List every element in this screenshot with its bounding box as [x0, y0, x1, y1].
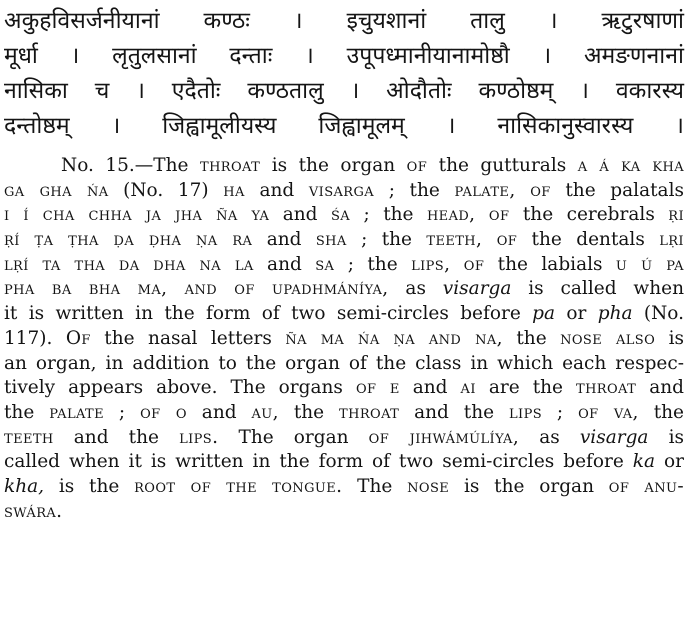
small-caps-term: lips,	[411, 253, 451, 275]
italic-term: ka	[632, 451, 656, 473]
small-caps-term: pha ba bha ma, and of upadhmáníya,	[4, 278, 389, 300]
text-run: is called when	[511, 278, 684, 300]
text-run: and	[186, 401, 252, 423]
small-caps-term: sha	[315, 229, 347, 251]
small-caps-term: root of the tongue.	[134, 475, 343, 497]
text-run: ;	[542, 401, 579, 423]
small-caps-term: of	[496, 229, 518, 251]
small-caps-term: of anu-	[608, 475, 684, 497]
small-caps-term: head,	[426, 204, 476, 226]
sanskrit-line: मूर्धा । लृतुलसानां दन्ताः । उपूपध्मानीयानामोष्ठौ । अमङणनानां	[4, 43, 684, 69]
text-run: the labials	[484, 253, 616, 275]
small-caps-term: swára.	[4, 500, 63, 522]
text-run: is the	[44, 475, 135, 497]
small-caps-term: visarga	[308, 179, 375, 201]
small-caps-term: nose	[407, 475, 450, 497]
text-run: as	[519, 426, 580, 448]
small-caps-term: of e	[355, 377, 400, 399]
text-run: and	[636, 377, 684, 399]
small-caps-term: ga gha ńa	[4, 179, 109, 201]
translation-line	[4, 228, 684, 253]
text-run: ; the	[374, 179, 455, 201]
text-run: an organ, in addition to the organ of the class in which each respec-	[4, 352, 684, 374]
small-caps-term: lṛi	[659, 229, 684, 251]
text-run: is the organ	[449, 475, 609, 497]
small-caps-term: palate	[49, 401, 105, 423]
sanskrit-line: अकुहविसर्जनीयानां कण्ठः । इचुयशानां तालु । ऋटुरषाणां	[4, 8, 684, 34]
small-caps-term: au,	[251, 401, 279, 423]
text-run: and the	[53, 426, 180, 448]
text-run: and	[253, 253, 316, 275]
text-run: it is written in the form of two semi-circles before	[4, 303, 533, 325]
text-run: ; the	[350, 204, 427, 226]
text-run: and	[244, 179, 309, 201]
small-caps-term: teeth	[4, 426, 54, 448]
small-caps-term: a á ka kha	[577, 155, 684, 176]
text-run: or	[655, 451, 684, 473]
sanskrit-line: नासिका च । एदैतोः कण्ठतालु । ओदौतोः कण्ठोष्ठम् । वकारस्य	[4, 78, 684, 104]
translation-line	[4, 500, 684, 525]
text-run	[450, 254, 463, 275]
text-run	[482, 229, 496, 250]
text-run	[516, 180, 531, 201]
text-run: the gutturals	[427, 155, 578, 176]
sanskrit-sutra-block	[4, 4, 684, 144]
text-run: as	[388, 278, 443, 300]
small-caps-term: nose also	[560, 327, 656, 349]
italic-term: kha,	[4, 475, 45, 497]
italic-term: pha	[597, 303, 633, 325]
small-caps-term: of jihwámúlíya,	[368, 426, 520, 448]
small-caps-term: of	[530, 179, 551, 201]
translation-line	[4, 277, 684, 302]
text-run: ;	[104, 401, 141, 423]
small-caps-term: throat	[576, 377, 637, 399]
text-run: or	[555, 303, 598, 325]
text-run: the	[4, 401, 50, 423]
small-caps-term: ai	[460, 377, 476, 399]
small-caps-term: throat	[339, 401, 400, 423]
small-caps-term: ṛi	[668, 204, 684, 226]
small-caps-term: lips.	[179, 426, 219, 448]
text-run: is	[648, 426, 684, 448]
text-run: the	[638, 401, 684, 423]
italic-term: visarga	[579, 426, 649, 448]
small-caps-term: throat	[200, 155, 261, 176]
text-run: The	[342, 475, 408, 497]
translation-line	[4, 426, 684, 451]
text-run: the palatals	[550, 179, 684, 201]
text-run: is the organ	[260, 155, 407, 176]
text-run: called when it is written in the form of two semi-circles before	[4, 451, 633, 473]
text-run: tively appears above. The organs	[4, 377, 356, 399]
translation-line	[4, 475, 684, 500]
text-run: The organ	[218, 426, 369, 448]
small-caps-term: of	[463, 253, 485, 275]
text-run: (No. 17)	[108, 179, 224, 201]
text-run: are the	[475, 377, 576, 399]
text-run: the dentals	[517, 229, 660, 251]
translation-line	[4, 450, 684, 475]
sanskrit-line: दन्तोष्ठम् । जिह्वामूलीयस्य जिह्वामूलम् । नासिकानुस्वारस्य ।	[4, 113, 684, 139]
small-caps-term: sa	[315, 253, 335, 275]
small-caps-term: lips	[509, 401, 543, 423]
text-run: No. 15.—The	[61, 155, 200, 176]
small-caps-term: of	[488, 204, 510, 226]
text-run: the nasal letters	[90, 327, 286, 349]
translation-line	[4, 154, 684, 179]
small-caps-term: of	[406, 155, 428, 176]
text-run: and	[252, 229, 316, 251]
text-run: ; the	[346, 229, 427, 251]
text-run: and	[399, 377, 461, 399]
text-run: the	[278, 401, 340, 423]
small-caps-term: teeth,	[426, 229, 483, 251]
translation-line	[4, 179, 684, 204]
text-run: and	[269, 204, 331, 226]
text-run: and the	[399, 401, 509, 423]
text-run: the	[502, 327, 561, 349]
translation-line	[4, 401, 684, 426]
translation-line	[4, 302, 684, 327]
translation-line	[4, 203, 684, 228]
text-run: 117).	[4, 327, 66, 349]
translation-line	[4, 253, 684, 278]
small-caps-term: u ú pa	[615, 253, 684, 275]
small-caps-term: palate,	[454, 179, 516, 201]
small-caps-term: śa	[330, 204, 351, 226]
text-run: the cerebrals	[509, 204, 669, 226]
text-run: (No.	[632, 303, 684, 325]
italic-term: visarga	[442, 278, 512, 300]
small-caps-term: of va,	[578, 401, 639, 423]
text-run: ; the	[334, 253, 412, 275]
small-caps-term: ha	[223, 179, 245, 201]
small-caps-term: ña ma ńa ṇa and na,	[285, 327, 503, 349]
translation-line	[4, 352, 684, 377]
italic-term: pa	[532, 303, 556, 325]
text-run	[475, 204, 488, 225]
small-caps-term: i í cha chha ja jha ña ya	[4, 204, 270, 226]
translation-line	[4, 376, 684, 401]
translation-line	[4, 327, 684, 352]
small-caps-term: Of	[65, 327, 91, 349]
text-run: is	[655, 327, 684, 349]
small-caps-term: lṛí ta tha da dha na la	[4, 253, 254, 275]
small-caps-term: of o	[140, 401, 187, 423]
english-translation-block	[4, 154, 684, 524]
small-caps-term: ṛí ṭa ṭha ḍa ḍha ṇa ra	[4, 229, 253, 251]
